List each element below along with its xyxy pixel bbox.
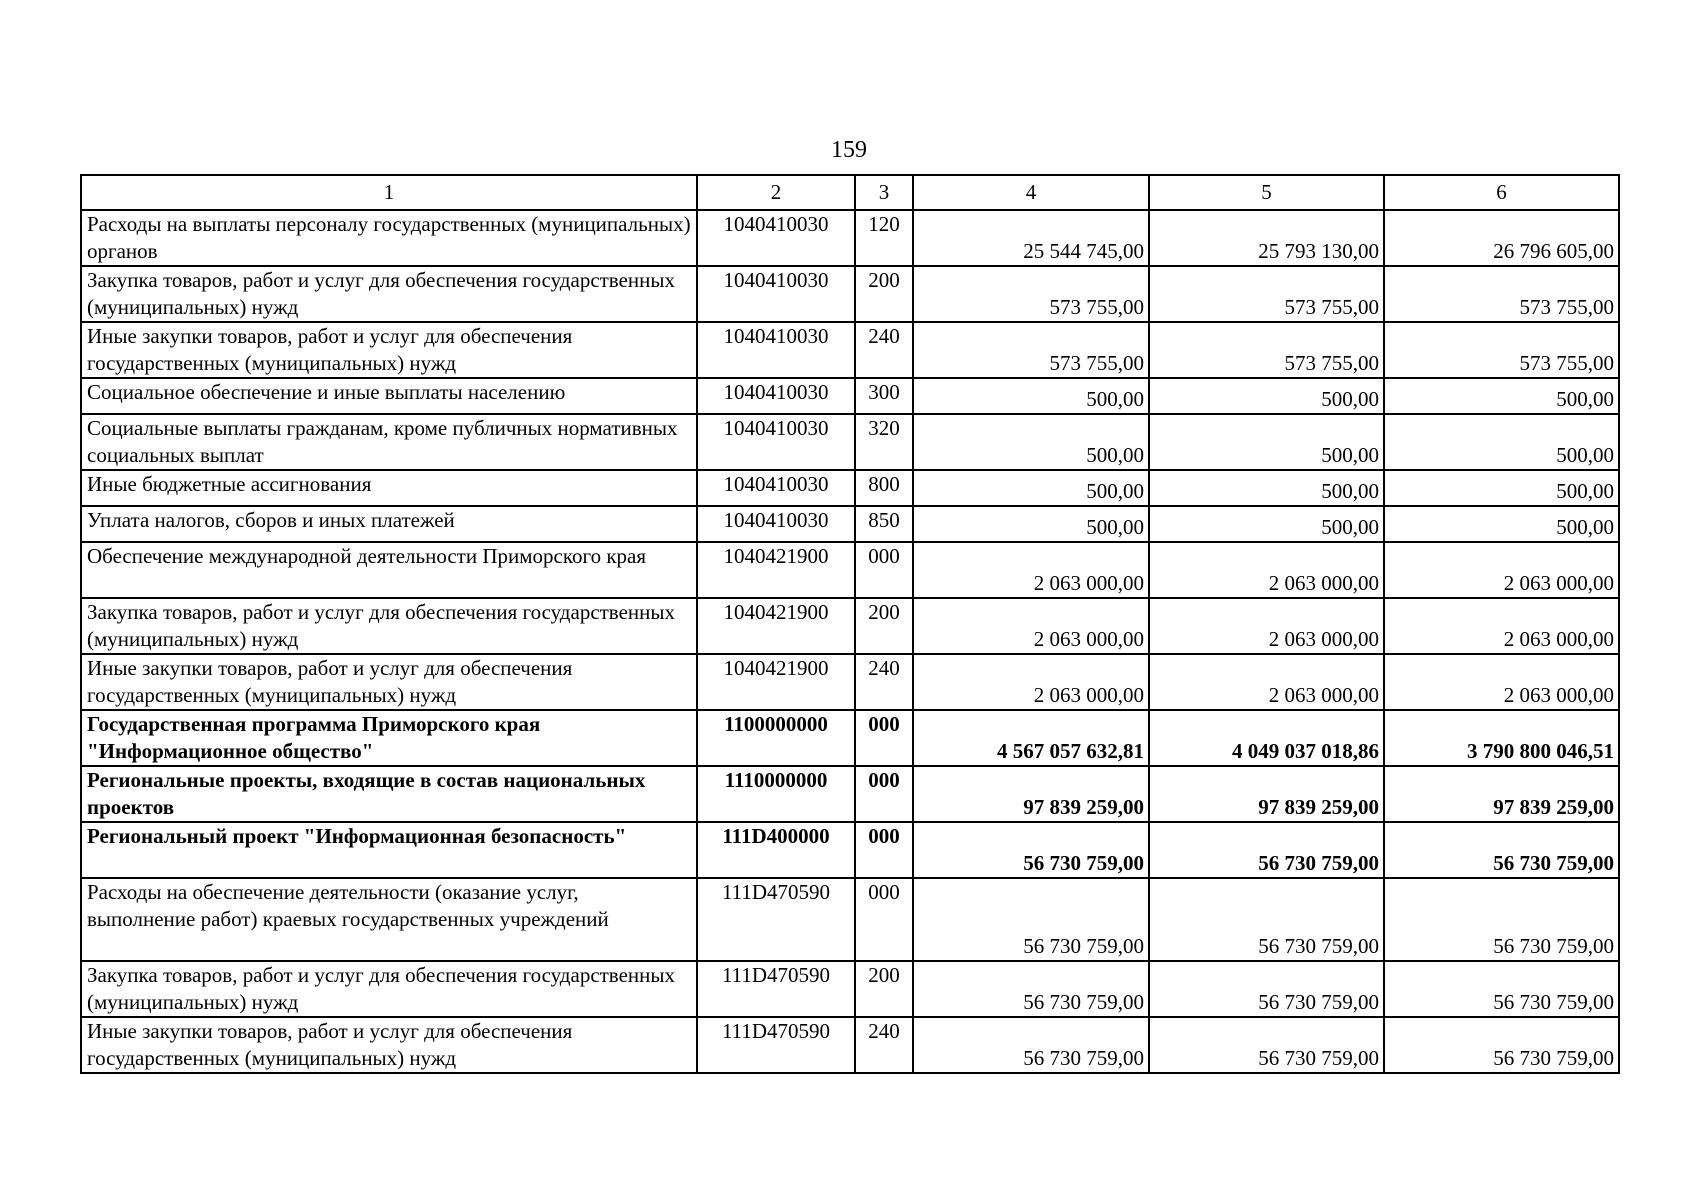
row-expense-type: 200: [855, 961, 913, 1017]
row-name: Иные закупки товаров, работ и услуг для обеспечения государственных (муниципальных) нужд: [81, 654, 697, 710]
table-row: [81, 542, 1619, 598]
row-expense-type: 000: [855, 710, 913, 766]
row-amount-col5: 2 063 000,00: [1149, 598, 1384, 654]
table-row: [81, 378, 1619, 414]
row-amount-col4: 2 063 000,00: [913, 654, 1149, 710]
row-amount-col5: 500,00: [1149, 378, 1384, 414]
table-row: [81, 322, 1619, 378]
column-header-1: 1: [81, 175, 697, 210]
row-amount-col6: 500,00: [1384, 378, 1619, 414]
row-amount-col5: 25 793 130,00: [1149, 210, 1384, 266]
row-name: Закупка товаров, работ и услуг для обеспечения государственных (муниципальных) нужд: [81, 266, 697, 322]
table-row: [81, 961, 1619, 1017]
row-expense-type: 200: [855, 598, 913, 654]
budget-table: [80, 174, 1620, 1074]
row-amount-col6: 500,00: [1384, 506, 1619, 542]
row-amount-col5: 97 839 259,00: [1149, 766, 1384, 822]
row-amount-col6: 2 063 000,00: [1384, 654, 1619, 710]
page-number: 159: [831, 137, 867, 163]
table-row: [81, 598, 1619, 654]
row-target-code: 1040410030: [697, 470, 855, 506]
row-amount-col4: 573 755,00: [913, 266, 1149, 322]
row-amount-col5: 56 730 759,00: [1149, 822, 1384, 878]
row-amount-col5: 573 755,00: [1149, 266, 1384, 322]
row-name: Иные закупки товаров, работ и услуг для обеспечения государственных (муниципальных) нужд: [81, 322, 697, 378]
row-amount-col5: 500,00: [1149, 414, 1384, 470]
column-header-6: 6: [1384, 175, 1619, 210]
row-amount-col5: 500,00: [1149, 470, 1384, 506]
row-name: Иные бюджетные ассигнования: [81, 470, 697, 506]
row-amount-col4: 56 730 759,00: [913, 878, 1149, 961]
row-target-code: 111D470590: [697, 961, 855, 1017]
row-expense-type: 800: [855, 470, 913, 506]
row-amount-col4: 2 063 000,00: [913, 598, 1149, 654]
row-amount-col6: 56 730 759,00: [1384, 961, 1619, 1017]
row-amount-col6: 500,00: [1384, 470, 1619, 506]
row-target-code: 1040410030: [697, 378, 855, 414]
row-target-code: 111D470590: [697, 1017, 855, 1073]
row-amount-col5: 4 049 037 018,86: [1149, 710, 1384, 766]
row-amount-col4: 56 730 759,00: [913, 822, 1149, 878]
row-name: Социальное обеспечение и иные выплаты населению: [81, 378, 697, 414]
row-name: Государственная программа Приморского края "Информационное общество": [81, 710, 697, 766]
row-expense-type: 240: [855, 1017, 913, 1073]
row-target-code: 1040421900: [697, 654, 855, 710]
row-target-code: 1040410030: [697, 414, 855, 470]
row-amount-col6: 500,00: [1384, 414, 1619, 470]
row-name: Региональный проект "Информационная безопасность": [81, 822, 697, 878]
row-amount-col5: 56 730 759,00: [1149, 1017, 1384, 1073]
row-amount-col4: 56 730 759,00: [913, 1017, 1149, 1073]
row-target-code: 1040410030: [697, 210, 855, 266]
table-row: [81, 266, 1619, 322]
row-target-code: 111D400000: [697, 822, 855, 878]
row-target-code: 111D470590: [697, 878, 855, 961]
row-amount-col4: 56 730 759,00: [913, 961, 1149, 1017]
row-amount-col5: 500,00: [1149, 506, 1384, 542]
table-row-program: [81, 710, 1619, 766]
row-name: Расходы на выплаты персоналу государственных (муниципальных) органов: [81, 210, 697, 266]
row-target-code: 1040421900: [697, 542, 855, 598]
row-amount-col4: 2 063 000,00: [913, 542, 1149, 598]
row-name: Иные закупки товаров, работ и услуг для обеспечения государственных (муниципальных) нужд: [81, 1017, 697, 1073]
row-target-code: 1040421900: [697, 598, 855, 654]
row-expense-type: 300: [855, 378, 913, 414]
row-amount-col4: 500,00: [913, 470, 1149, 506]
row-amount-col5: 2 063 000,00: [1149, 542, 1384, 598]
row-expense-type: 240: [855, 654, 913, 710]
column-header-4: 4: [913, 175, 1149, 210]
row-amount-col6: 573 755,00: [1384, 322, 1619, 378]
row-target-code: 1100000000: [697, 710, 855, 766]
row-expense-type: 850: [855, 506, 913, 542]
row-name: Расходы на обеспечение деятельности (оказание услуг, выполнение работ) краевых государственных учреждений: [81, 878, 697, 961]
row-amount-col4: 500,00: [913, 506, 1149, 542]
row-amount-col6: 56 730 759,00: [1384, 878, 1619, 961]
row-amount-col4: 4 567 057 632,81: [913, 710, 1149, 766]
row-amount-col6: 2 063 000,00: [1384, 598, 1619, 654]
row-amount-col5: 56 730 759,00: [1149, 878, 1384, 961]
row-amount-col4: 25 544 745,00: [913, 210, 1149, 266]
row-expense-type: 000: [855, 878, 913, 961]
table-row: [81, 1017, 1619, 1073]
row-amount-col6: 573 755,00: [1384, 266, 1619, 322]
row-amount-col6: 97 839 259,00: [1384, 766, 1619, 822]
row-name: Региональные проекты, входящие в состав национальных проектов: [81, 766, 697, 822]
row-amount-col6: 3 790 800 046,51: [1384, 710, 1619, 766]
row-amount-col4: 500,00: [913, 414, 1149, 470]
row-target-code: 1040410030: [697, 506, 855, 542]
row-target-code: 1110000000: [697, 766, 855, 822]
row-amount-col5: 56 730 759,00: [1149, 961, 1384, 1017]
row-expense-type: 000: [855, 822, 913, 878]
table-row: [81, 506, 1619, 542]
row-amount-col6: 2 063 000,00: [1384, 542, 1619, 598]
row-name: Социальные выплаты гражданам, кроме публичных нормативных социальных выплат: [81, 414, 697, 470]
table-row: [81, 654, 1619, 710]
row-name: Закупка товаров, работ и услуг для обеспечения государственных (муниципальных) нужд: [81, 961, 697, 1017]
row-amount-col4: 573 755,00: [913, 322, 1149, 378]
row-amount-col4: 97 839 259,00: [913, 766, 1149, 822]
row-expense-type: 320: [855, 414, 913, 470]
row-expense-type: 000: [855, 766, 913, 822]
row-amount-col6: 56 730 759,00: [1384, 822, 1619, 878]
row-name: Уплата налогов, сборов и иных платежей: [81, 506, 697, 542]
row-amount-col5: 2 063 000,00: [1149, 654, 1384, 710]
table-row: [81, 470, 1619, 506]
row-expense-type: 200: [855, 266, 913, 322]
column-header-3: 3: [855, 175, 913, 210]
table-row: [81, 414, 1619, 470]
row-amount-col4: 500,00: [913, 378, 1149, 414]
column-header-5: 5: [1149, 175, 1384, 210]
column-header-2: 2: [697, 175, 855, 210]
table-row-subprogram: [81, 766, 1619, 822]
table-row: [81, 210, 1619, 266]
table-row: [81, 878, 1619, 961]
row-amount-col6: 56 730 759,00: [1384, 1017, 1619, 1073]
row-expense-type: 000: [855, 542, 913, 598]
row-name: Закупка товаров, работ и услуг для обеспечения государственных (муниципальных) нужд: [81, 598, 697, 654]
row-name: Обеспечение международной деятельности Приморского края: [81, 542, 697, 598]
row-expense-type: 240: [855, 322, 913, 378]
row-target-code: 1040410030: [697, 322, 855, 378]
row-expense-type: 120: [855, 210, 913, 266]
table-header-row: [81, 175, 1619, 210]
row-amount-col5: 573 755,00: [1149, 322, 1384, 378]
table-row-project: [81, 822, 1619, 878]
row-target-code: 1040410030: [697, 266, 855, 322]
row-amount-col6: 26 796 605,00: [1384, 210, 1619, 266]
